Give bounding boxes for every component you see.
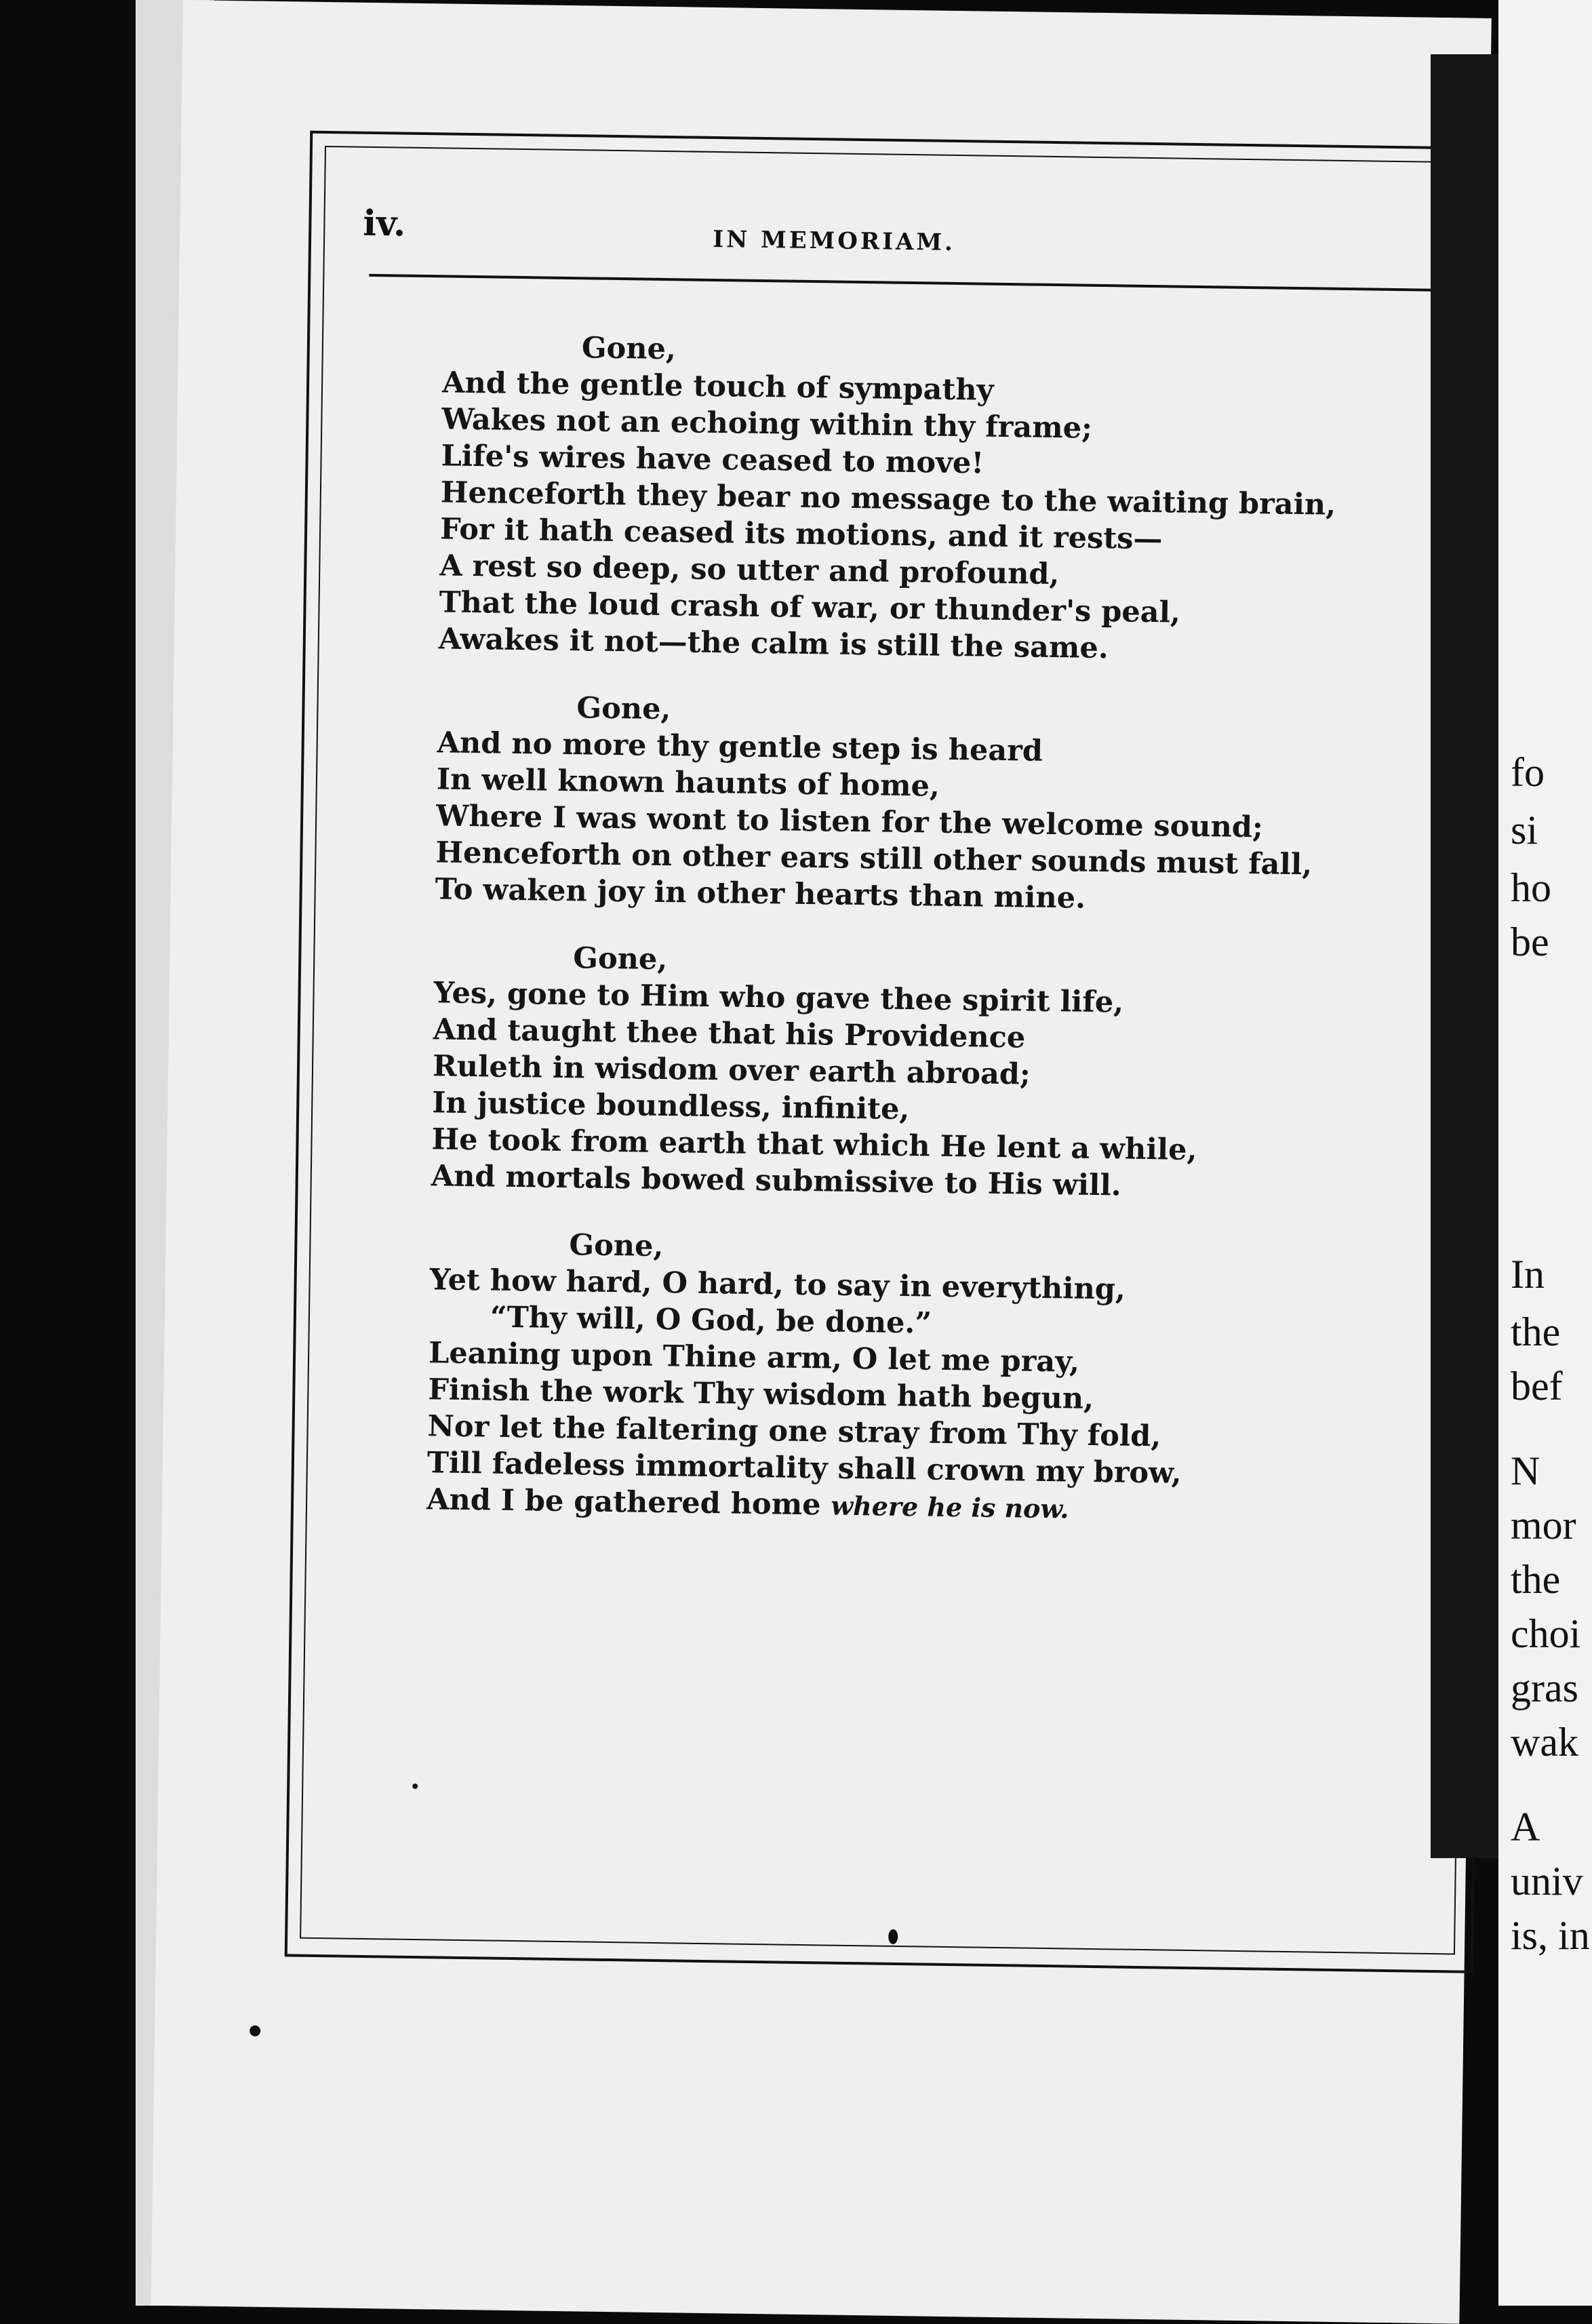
poem-line: And taught thee that his Providence	[433, 1012, 1026, 1055]
stanza-4	[426, 1225, 1448, 1533]
stanza-1	[439, 328, 1460, 671]
poem-line: That the loud crash of war, or thunder's peal,	[439, 585, 1181, 630]
poem-line: Yes, gone to Him who gave thee spirit life,	[433, 976, 1124, 1020]
poem-line: A rest so deep, so utter and profound,	[439, 549, 1060, 592]
fragment-text: fo	[1511, 750, 1545, 795]
fragment-text: ho	[1511, 865, 1551, 910]
stanza-heading: Gone,	[581, 331, 677, 367]
poem-line: In well known haunts of home,	[436, 762, 940, 804]
fragment-text: is, in	[1511, 1913, 1590, 1958]
stanza-heading: Gone,	[576, 691, 671, 727]
poem-line: Yet how hard, O hard, to say in everything,	[429, 1263, 1126, 1307]
poem-line: Wakes not an echoing within thy frame;	[441, 402, 1093, 446]
poem-line: Leaning upon Thine arm, O let me pray,	[428, 1336, 1080, 1379]
stanza-2	[435, 688, 1454, 922]
fragment-text: mor	[1511, 1503, 1576, 1548]
poem-line: Henceforth they bear no message to the waiting brain,	[440, 475, 1336, 522]
fragment-text: univ	[1511, 1859, 1583, 1904]
fragment-text: be	[1511, 920, 1549, 964]
scanned-page	[151, 0, 1492, 2324]
poem-line: And the gentle touch of sympathy	[441, 366, 994, 408]
adjacent-page-fragment	[1498, 0, 1592, 2306]
fragment-text: N	[1511, 1449, 1540, 1493]
poem	[426, 328, 1460, 1563]
final-line-text: And I be gathered home	[426, 1482, 821, 1522]
fragment-text: In	[1511, 1252, 1545, 1297]
poem-line: Finish the work Thy wisdom hath begun,	[428, 1373, 1094, 1416]
poem-line: In justice boundless, infinite,	[431, 1086, 910, 1127]
poem-line: Life's wires have ceased to move!	[441, 439, 984, 481]
stanza-heading: Gone,	[569, 1228, 664, 1264]
poem-line: For it hath ceased its motions, and it rests—	[439, 512, 1163, 557]
poem-line: Till fadeless immortality shall crown my brow,	[426, 1446, 1182, 1491]
poem-line: And mortals bowed submissive to His will.	[431, 1159, 1122, 1203]
fragment-text: A	[1511, 1805, 1540, 1849]
poem-line: Awakes it not—the calm is still the same.	[438, 622, 1109, 666]
fragment-text: the	[1511, 1557, 1561, 1602]
poem-line: And no more thy gentle step is heard	[437, 726, 1043, 768]
poem-line: Nor let the faltering one stray from Thy fold,	[427, 1409, 1161, 1454]
fragment-text: wak	[1511, 1720, 1578, 1765]
poem-line: To waken joy in other hearts than mine.	[435, 872, 1086, 915]
running-head: IN MEMORIAM.	[713, 225, 956, 256]
stanza-heading: Gone,	[572, 941, 668, 977]
fragment-text: si	[1511, 808, 1538, 852]
final-line-italic: where he is now.	[831, 1490, 1069, 1524]
poem-line: “Thy will, O God, be done.”	[490, 1300, 932, 1341]
poem-line: Henceforth on other ears still other sounds must fall,	[435, 835, 1313, 882]
stanza-3	[431, 938, 1451, 1208]
fragment-text: gras	[1511, 1666, 1578, 1710]
poem-line: Ruleth in wisdom over earth abroad;	[432, 1049, 1031, 1092]
poem-line: Where I was wont to listen for the welcome sound;	[435, 799, 1264, 845]
fragment-text: bef	[1511, 1364, 1563, 1409]
ink-speck	[412, 1784, 418, 1789]
fragment-text: the	[1511, 1309, 1561, 1354]
poem-line: He took from earth that which He lent a while,	[431, 1122, 1197, 1168]
ink-speck	[250, 2026, 260, 2036]
fragment-text: choi	[1511, 1611, 1581, 1656]
page-number: iv.	[363, 202, 406, 245]
